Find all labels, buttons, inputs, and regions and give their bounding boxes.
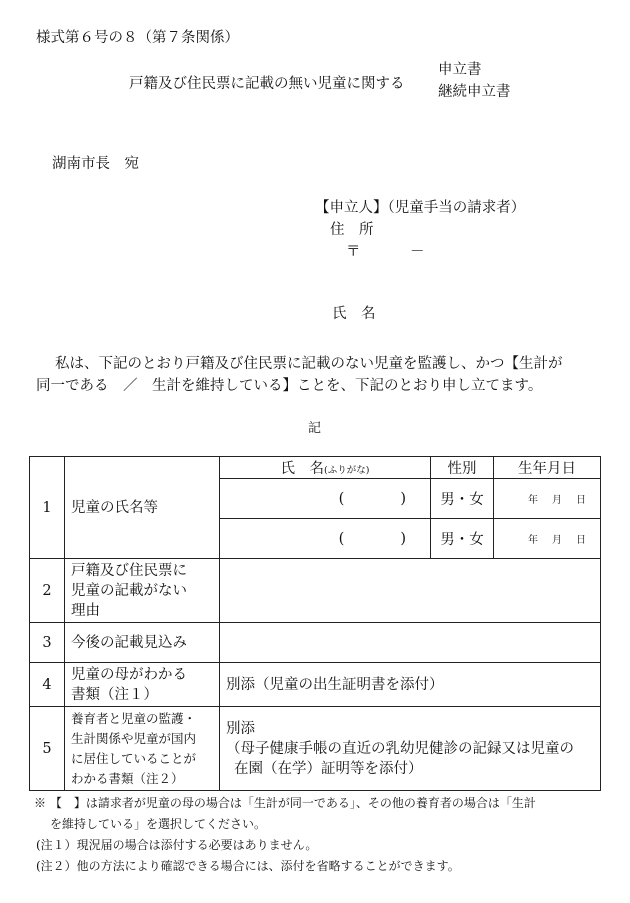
note-star-line1: ※ 【 】は請求者が児童の母の場合は「生計が同一である」、その他の養育者の場合は「生計 <box>34 796 536 810</box>
note-star-line2: を維持している」を選択してください。 <box>50 817 267 831</box>
applicant-heading: 【申立人】（児童手当の請求者） <box>315 200 526 216</box>
row5-label-line4: わかる書類（注２） <box>71 770 184 786</box>
row2-label-line2: 児童の記載がない <box>71 582 187 599</box>
row4-label-line1: 児童の母がわかる <box>71 666 187 683</box>
row2-content[interactable] <box>220 559 601 623</box>
row1-number: 1 <box>30 457 65 559</box>
paren-open: ( <box>338 530 345 547</box>
statement-line2: 同一である ／ 生計を維持している】ことを、下記のとおり申し立てます。 <box>36 378 543 394</box>
child1-sex[interactable]: 男・女 <box>431 479 494 519</box>
postal-mark: 〒 <box>346 244 361 260</box>
row2-label-line3: 理由 <box>71 602 100 619</box>
row2-number: 2 <box>30 559 65 623</box>
statement-line1: 私は、下記のとおり戸籍及び住民票に記載のない児童を監護し、かつ【生計が <box>55 356 563 372</box>
paren-close: ) <box>400 530 406 547</box>
header-sex: 性別 <box>431 457 494 479</box>
header-name-kana: (ふりがな) <box>324 465 370 476</box>
ki-heading: 記 <box>308 421 322 436</box>
child2-name-cell[interactable] <box>220 519 431 559</box>
note-2: (注２）他の方法により確認できる場合には、添付を省略することができます。 <box>36 859 460 873</box>
row5-label <box>65 707 220 791</box>
postal-dash: － <box>410 244 425 260</box>
row5-label-line2: 生計関係や児童が国内 <box>71 730 197 746</box>
child2-sex[interactable]: 男・女 <box>431 519 494 559</box>
row2-label-line1: 戸籍及び住民票に <box>71 562 187 579</box>
name-label: 氏 名 <box>332 306 376 322</box>
title-option-application: 申立書 <box>438 62 482 78</box>
row5-number: 5 <box>30 707 65 791</box>
child1-name-cell[interactable] <box>220 479 431 519</box>
row5-label-line1: 養育者と児童の監護・ <box>71 710 197 726</box>
details-table <box>29 456 601 791</box>
row4-content: 別添（児童の出生証明書を添付） <box>220 663 601 707</box>
header-dob: 生年月日 <box>494 457 601 479</box>
child1-dob[interactable]: 年 月 日 <box>494 479 601 519</box>
addressee: 湖南市長 宛 <box>52 156 139 172</box>
row3-content[interactable] <box>220 623 601 663</box>
row3-label: 今後の記載見込み <box>65 623 220 663</box>
form-number: 様式第６号の８（第７条関係） <box>36 30 239 46</box>
row5-content-line1: 別添 <box>226 720 255 737</box>
title-prefix: 戸籍及び住民票に記載の無い児童に関する <box>129 76 405 92</box>
row4-label <box>65 663 220 707</box>
child2-dob[interactable]: 年 月 日 <box>494 519 601 559</box>
paren-open: ( <box>338 490 345 507</box>
row5-content-line2: （母子健康手帳の直近の乳幼児健診の記録又は児童の <box>226 740 574 757</box>
header-name-text: 氏 名 <box>280 461 325 477</box>
row4-label-line2: 書類（注１） <box>71 686 158 703</box>
title-option-continuation: 継続申立書 <box>438 84 511 100</box>
row3-number: 3 <box>30 623 65 663</box>
row5-label-line3: に居住していることが <box>71 750 197 766</box>
paren-close: ) <box>400 490 406 507</box>
address-label: 住 所 <box>330 222 374 238</box>
note-1: (注１）現況届の場合は添付する必要はありません。 <box>36 838 318 852</box>
row1-label: 児童の氏名等 <box>65 457 220 559</box>
row4-number: 4 <box>30 663 65 707</box>
row5-content-line3: 在園（在学）証明等を添付） <box>234 760 423 777</box>
row2-label <box>65 559 220 623</box>
header-name <box>220 457 431 479</box>
row5-content <box>220 707 601 791</box>
